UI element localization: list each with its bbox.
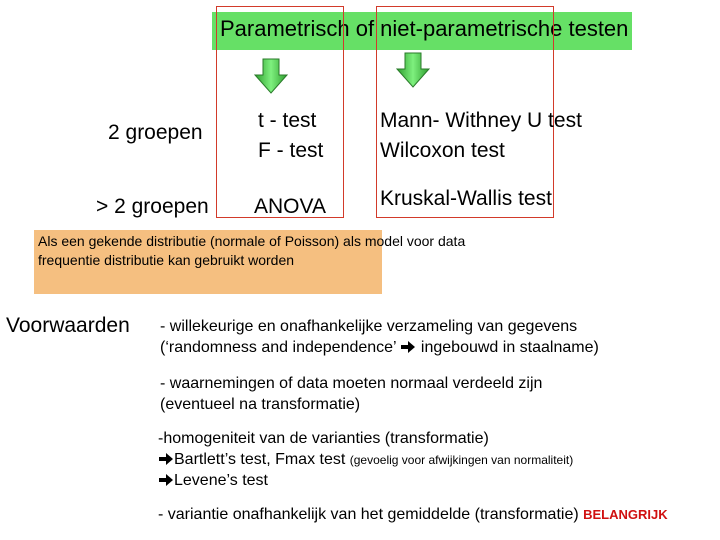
parametric-tests-two-groups <box>258 106 323 166</box>
row-label-more-groups: > 2 groepen <box>96 195 209 218</box>
condition-3-line-2: Bartlett’s test, Fmax test (gevoelig voor afwijkingen van normaliteit) <box>158 449 573 471</box>
distribution-note: Als een gekende distributie (normale of Poisson) als model voor data frequentie distributie kan gebruikt worden <box>38 233 466 268</box>
condition-2-line-2: (eventueel na transformatie) <box>160 396 361 413</box>
important-label: BELANGRIJK <box>583 507 668 522</box>
condition-3-line-3: Levene’s test <box>158 470 268 491</box>
row-label-two-groups: 2 groepen <box>108 121 203 144</box>
condition-1-line-1: - willekeurige en onafhankelijke verzameling van gegevens <box>160 318 578 335</box>
condition-2-line-1: - waarnemingen of data moeten normaal verdeeld zijn <box>160 375 543 392</box>
page-title: Parametrisch of niet-parametrische testen <box>220 16 629 41</box>
nonparametric-tests-two-groups <box>380 106 582 166</box>
condition-4-line-1: - variantie onafhankelijk van het gemiddelde (transformatie) BELANGRIJK <box>158 506 668 523</box>
down-arrow-icon <box>254 58 288 94</box>
wilcoxon-label: Wilcoxon test <box>380 139 505 162</box>
condition-3-line-1: -homogeniteit van de varianties (transformatie) <box>158 430 489 447</box>
right-arrow-icon <box>158 473 174 487</box>
condition-1-line-2: (‘randomness and independence’ ingebouwd in staalname) <box>160 339 599 356</box>
t-test-label: t - test <box>258 109 317 132</box>
down-arrow-icon <box>396 52 430 88</box>
right-arrow-icon <box>158 452 174 466</box>
mann-whitney-label: Mann- Withney U test <box>380 109 582 132</box>
anova-label: ANOVA <box>254 195 326 218</box>
bartlett-note: (gevoelig voor afwijkingen van normaliteit) <box>349 453 574 467</box>
voorwaarden-heading: Voorwaarden <box>6 314 130 337</box>
f-test-label: F - test <box>258 139 324 162</box>
kruskal-wallis-label: Kruskal-Wallis test <box>380 187 552 210</box>
right-arrow-icon <box>400 340 416 354</box>
